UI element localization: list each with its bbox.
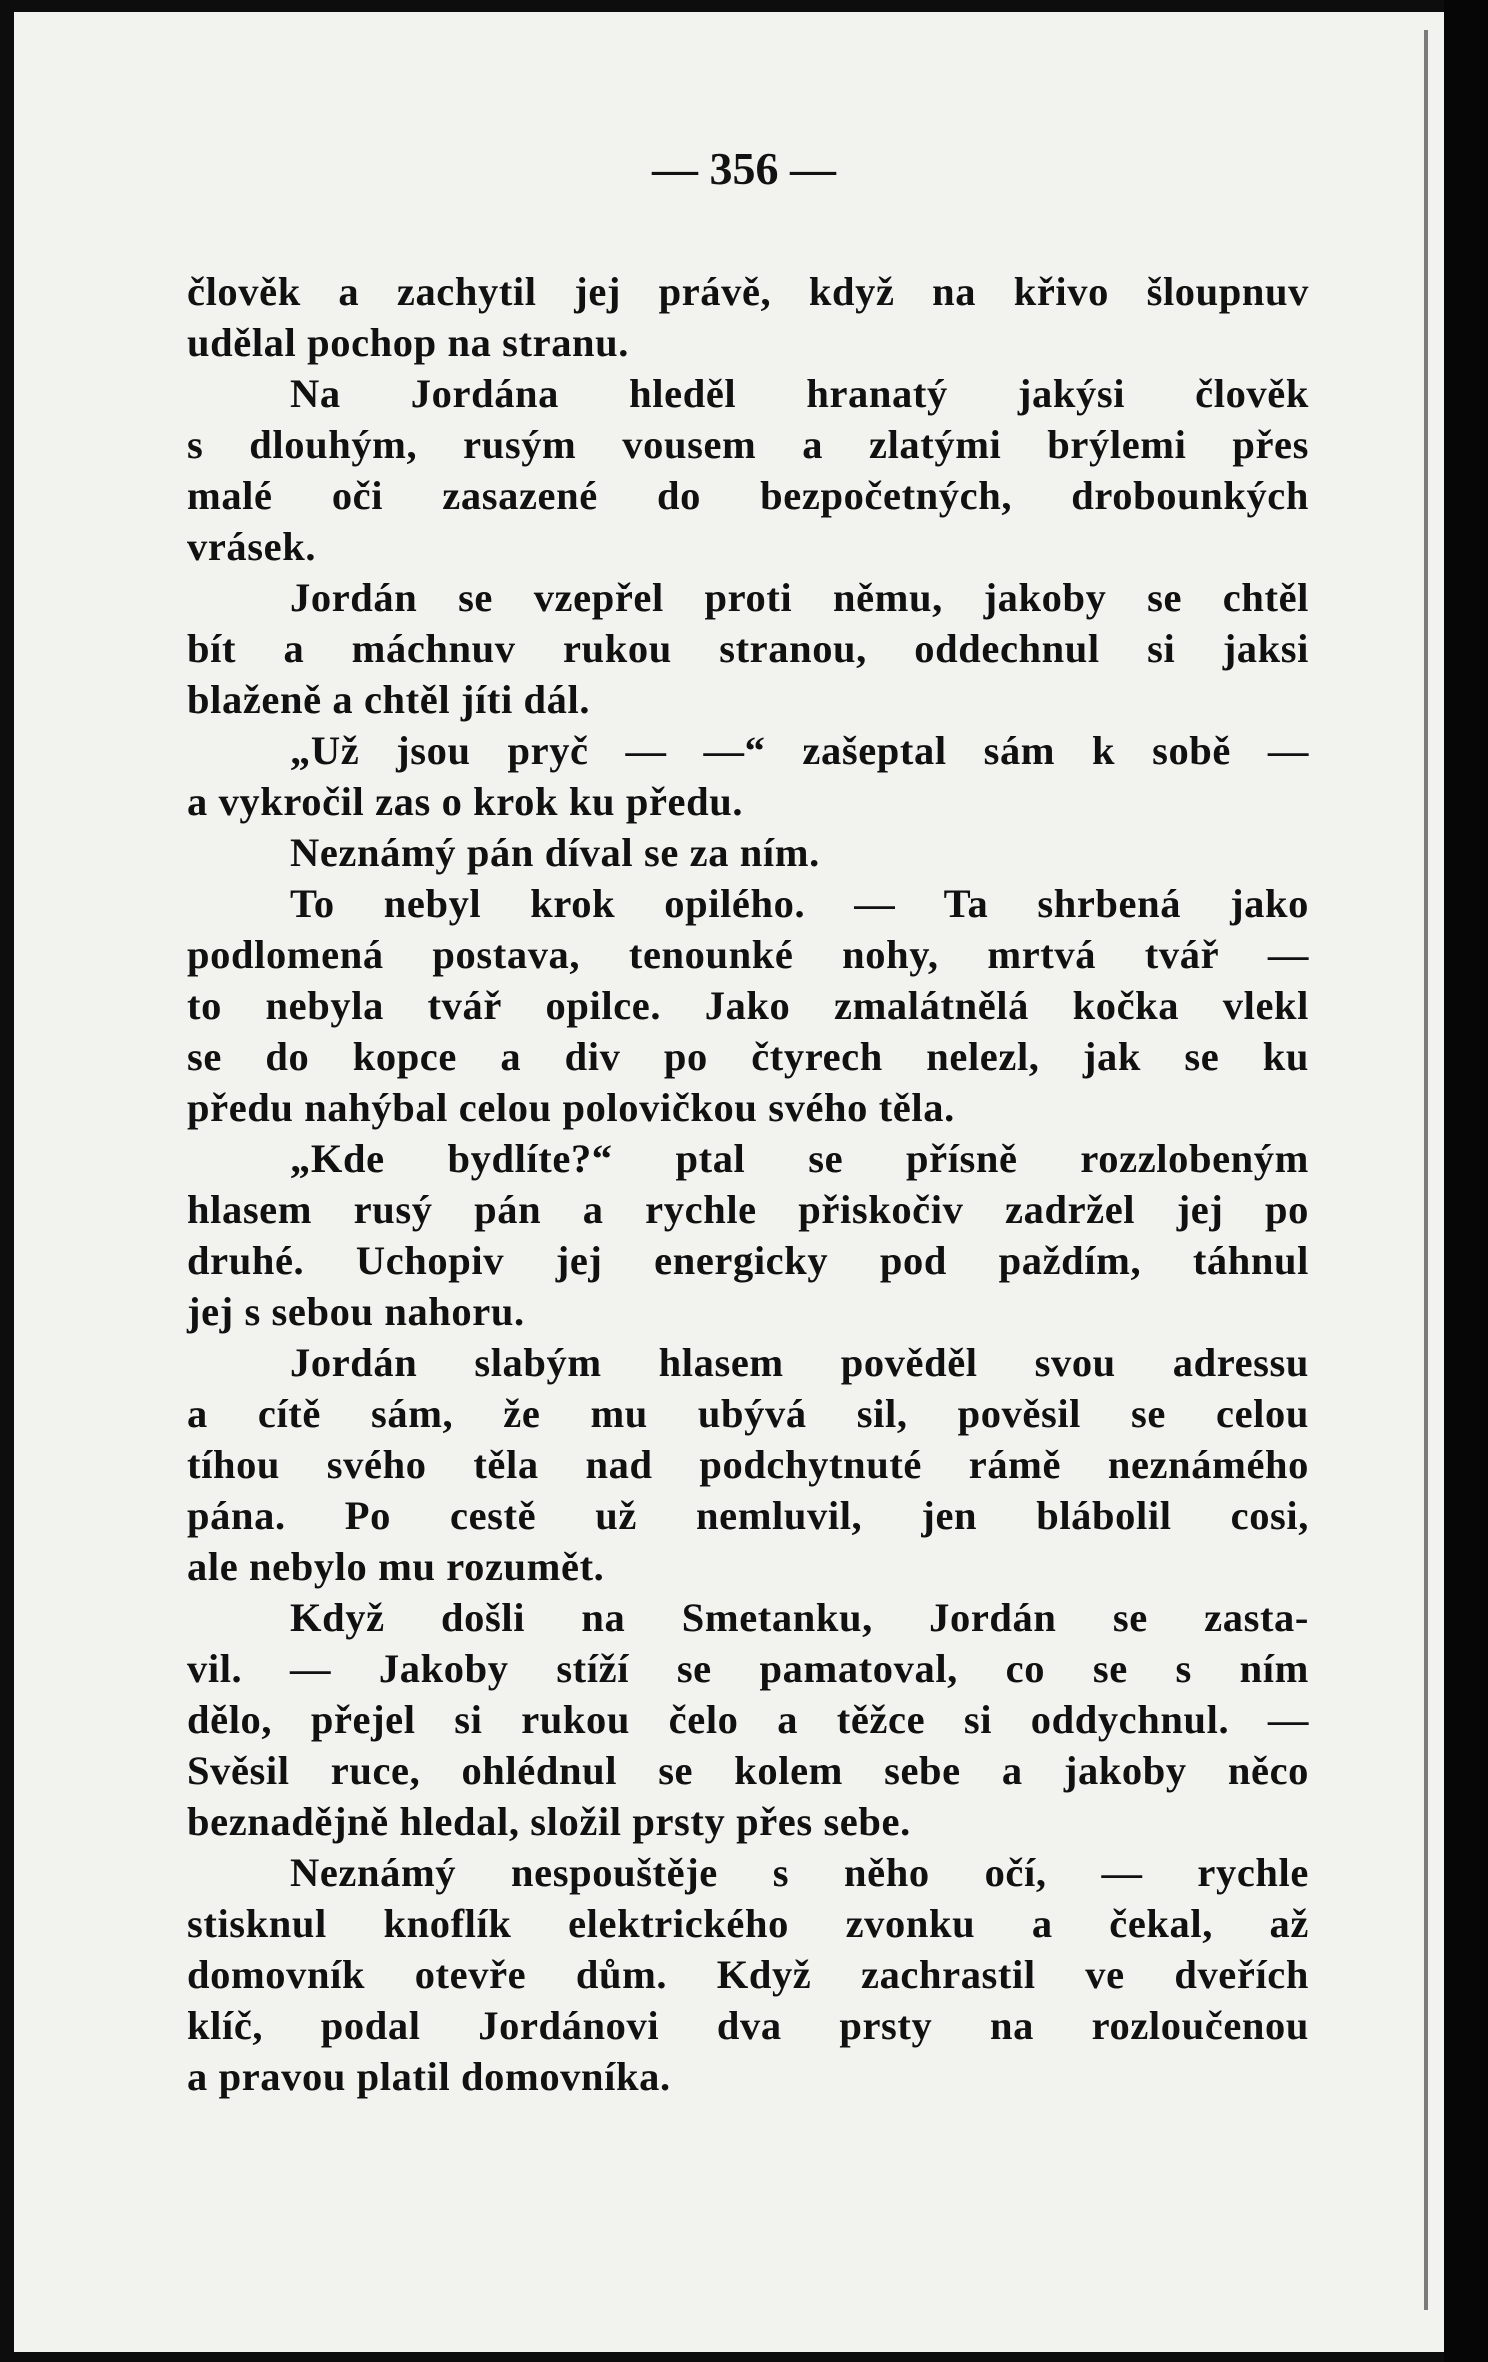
text-line: Na Jordána hleděl hranatý jakýsi člověk [290, 371, 1309, 416]
text-line: blaženě a chtěl jíti dál. [187, 677, 591, 722]
text-line: vil. — Jakoby stíží se pamatoval, co se s ním [187, 1646, 1309, 1691]
text-line: stisknul knoflík elektrického zvonku a čekal, až [187, 1901, 1309, 1946]
text-line: druhé. Uchopiv jej energicky pod paždím, táhnul [187, 1238, 1309, 1283]
text-line: dělo, přejel si rukou čelo a těžce si oddychnul. — [187, 1697, 1309, 1742]
text-line: podlomená postava, tenounké nohy, mrtvá tvář — [187, 932, 1309, 977]
text-line: malé oči zasazené do bezpočetných, drobounkých [187, 473, 1309, 518]
body-text [187, 266, 1309, 2102]
text-line: Když došli na Smetanku, Jordán se zasta- [290, 1595, 1309, 1640]
text-line: Jordán slabým hlasem pověděl svou adressu [290, 1340, 1309, 1385]
text-line: „Už jsou pryč — —“ zašeptal sám k sobě — [290, 728, 1309, 773]
scan-border-right [1444, 0, 1488, 2362]
page-number: — 356 — [652, 143, 836, 194]
text-line: a pravou platil domovníka. [187, 2054, 671, 2099]
text-line: tíhou svého těla nad podchytnuté rámě neznámého [187, 1442, 1309, 1487]
text-line: pána. Po cestě už nemluvil, jen blábolil cosi, [187, 1493, 1309, 1538]
text-line: vrásek. [187, 524, 317, 569]
text-line: se do kopce a div po čtyrech nelezl, jak se ku [187, 1034, 1309, 1079]
text-line: bít a máchnuv rukou stranou, oddechnul si jaksi [187, 626, 1309, 671]
text-line: jej s sebou nahoru. [187, 1289, 525, 1334]
text-line: beznadějně hledal, složil prsty přes sebe. [187, 1799, 911, 1844]
page-edge-line [1424, 30, 1428, 2310]
text-line: s dlouhým, rusým vousem a zlatými brýlemi přes [187, 422, 1309, 467]
text-line: „Kde bydlíte?“ ptal se přísně rozzlobeným [290, 1136, 1309, 1181]
text-line: Jordán se vzepřel proti němu, jakoby se chtěl [290, 575, 1309, 620]
text-line: Neznámý pán díval se za ním. [290, 830, 820, 875]
text-line: Neznámý nespouštěje s něho očí, — rychle [290, 1850, 1309, 1895]
text-line: to nebyla tvář opilce. Jako zmalátnělá kočka vlekl [187, 983, 1309, 1028]
text-line: klíč, podal Jordánovi dva prsty na rozloučenou [187, 2003, 1309, 2048]
text-line: hlasem rusý pán a rychle přiskočiv zadržel jej po [187, 1187, 1309, 1232]
text-line: a vykročil zas o krok ku předu. [187, 779, 744, 824]
text-line: domovník otevře dům. Když zachrastil ve dveřích [187, 1952, 1309, 1997]
text-line: To nebyl krok opilého. — Ta shrbená jako [290, 881, 1309, 926]
text-line: Svěsil ruce, ohlédnul se kolem sebe a jakoby něco [187, 1748, 1309, 1793]
text-line: udělal pochop na stranu. [187, 320, 630, 365]
text-line: a cítě sám, že mu ubývá sil, pověsil se celou [187, 1391, 1309, 1436]
text-line: člověk a zachytil jej právě, když na křivo šloupnuv [187, 269, 1309, 314]
text-line: předu nahýbal celou polovičkou svého těla. [187, 1085, 955, 1130]
text-line: ale nebylo mu rozumět. [187, 1544, 605, 1589]
